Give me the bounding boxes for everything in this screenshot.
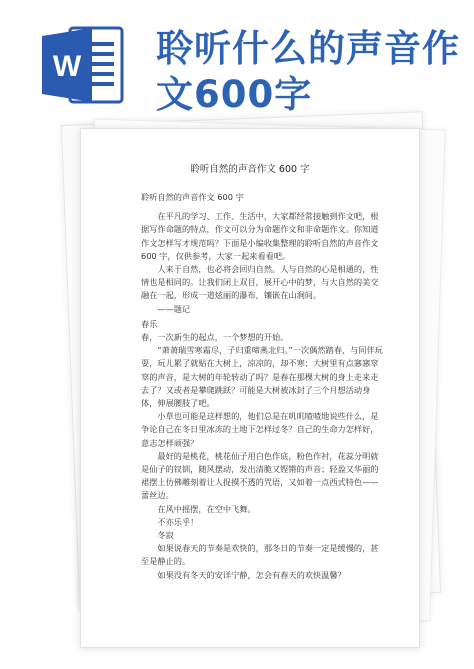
epigraph-attribution: ——题记	[157, 303, 191, 314]
title-line-1: 聆听什么的声音作	[156, 27, 460, 70]
paragraph: 如果没有冬天的安详宁静，怎会有春天的欢快温馨？	[157, 569, 346, 580]
svg-text:W: W	[52, 50, 82, 83]
banner-header	[0, 0, 474, 118]
paragraph: 人来于自然，也必将会回归自然。人与自然的心是相通的，性情也是相同的。让我们闭上双目，展开心中的梦，与大自然的美交融在一起，形成一道炫丽的瀑布，镶嵌在山涧间。	[141, 264, 379, 301]
paragraph: “萧萧瑞雪寒霜尽，子归重啼燕北归。”一次偶然踏春，与同伴玩耍，玩儿累了就贴在大树上，凉凉的，却不寒；大树里有点窸窸窣窣的声音，是大树的年轮转动了吗？是春在那棵大树的身上走来走去了？又或者是攀爬跳跃？可能是大树被冰封了三个月想活动身体，伸展腰肢了吧。	[141, 345, 383, 409]
document-title: 聆听自然的声音作文 600 字	[190, 164, 310, 175]
paragraph: 在平凡的学习、工作、生活中，大家都经常接触到作文吧，根据写作命题的特点，作文可以分为命题作文和非命题作文。你知道作文怎样写才规范吗？下面是小编收集整理的聆听自然的声音作文 600 字，仅供参考，大家一起来看看吧。	[141, 211, 379, 261]
page-title	[156, 26, 460, 118]
paragraph: 小草也可能是这样想的，他们总是在叽叽喳喳地说些什么，是争论自己在冬日里冰冻的土地下怎样过冬？自己的生命力怎样好，意志怎样顽强？	[141, 411, 379, 448]
paragraph: 如果说春天的节奏是欢快的，那冬日的节奏一定是缓慢的，甚至是静止的。	[141, 543, 379, 567]
paragraph: 不亦乐乎！	[157, 516, 199, 527]
paragraph: 最好的是桃花，桃花仙子用白色作底，粉色作衬，花蕊分明就是仙子的钗钏，随风摆动，发出清脆又铿锵的声音；轻盈又华丽的裙摆上仿佛雕刻着让人捉摸不透的咒语，又如着一点西式特色——蕾丝边。	[141, 450, 379, 501]
paragraph: 在风中摇摆，在空中飞舞。	[157, 503, 256, 514]
paragraph: 春，一次新生的起点，一个梦想的开始。	[141, 332, 289, 343]
document-page	[80, 128, 420, 648]
document-subtitle: 聆听自然的声音作文 600 字	[141, 192, 244, 202]
section-heading: 春乐	[141, 318, 158, 329]
section-heading: 冬寂	[157, 530, 174, 541]
title-line-2: 文600字	[156, 73, 313, 116]
word-document-icon	[40, 22, 128, 108]
